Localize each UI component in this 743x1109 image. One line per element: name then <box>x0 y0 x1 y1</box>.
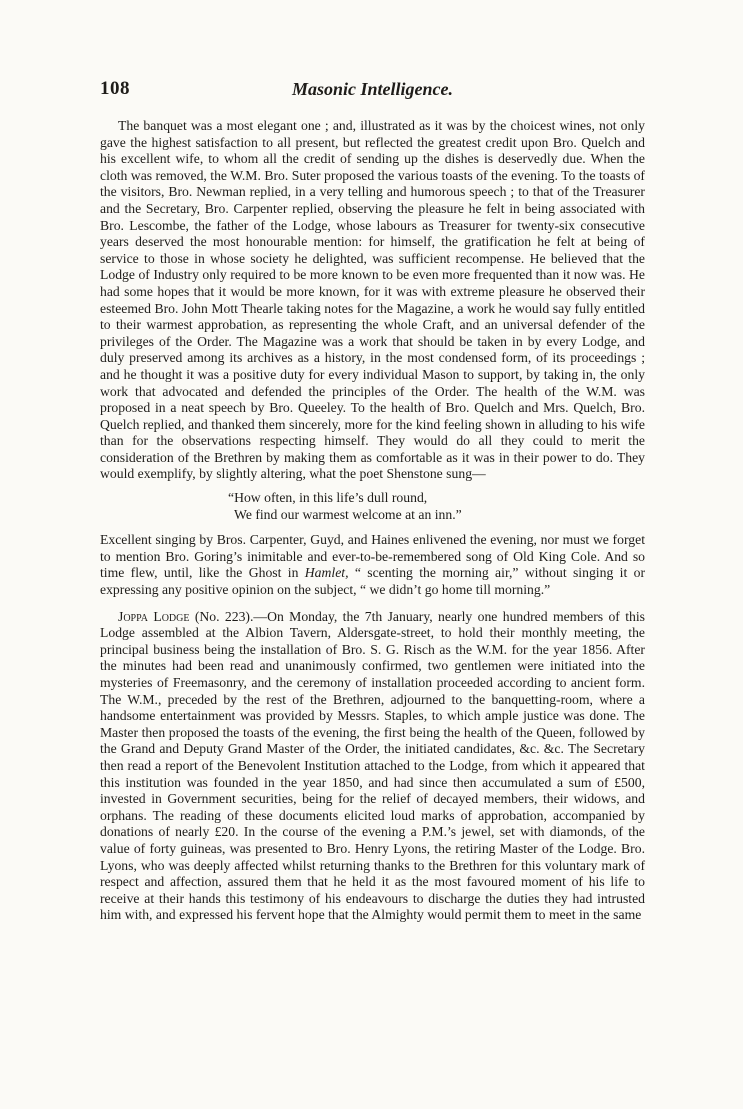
singing-text-end: “ scenting the morning air,” without singing it or expressing any positive opinion on the subject, “ we didn’t go home till morning.” <box>100 565 645 598</box>
verse-quotation <box>228 490 645 523</box>
verse-line-1: “How often, in this life’s dull round, <box>228 490 428 506</box>
paragraph-gap <box>100 599 645 609</box>
paragraph-singing <box>100 532 645 598</box>
joppa-lodge-text: (No. 223).—On Monday, the 7th January, nearly one hundred members of this Lodge assembled at the Albion Tavern, Aldersgate-street, to hold their monthly meeting, the principal business being the installation of Bro. S. G. Risch as the W.M. for the year 1856. After the minutes had been read and unanimously confirmed, two gentlemen were initiated into the mysteries of Freemasonry, and the ceremony of installation proceeded according to ancient form. The W.M., preceded by the rest of the Brethren, adjourned to the banquetting-room, where a handsome entertainment was provided by Messrs. Staples, to which ample justice was done. The Master then proposed the toasts of the evening, the first being the health of the Queen, followed by the Grand and Deputy Grand Master of the Order, the initiated candidates, &c. &c. The Secretary then read a report of the Benevolent Institution attached to the Lodge, from which it appeared that this institution was founded in the year 1850, and had since then accumulated a sum of £500, invested in Government securities, being for the relief of decayed members, their widows, and orphans. The reading of these documents elicited loud marks of approbation, accompanied by donations of nearly £20. In the course of the evening a P.M.’s jewel, set with diamonds, of the value of forty guineas, was presented to Bro. Henry Lyons, the retiring Master of the Lodge. Bro. Lyons, who was deeply affected whilst returning thanks to the Brethren for this voluntary mark of respect and affection, assured them that he held it as the most favoured moment of his life to receive at their hands this testimony of his endeavours to discharge the duties they had intrusted him with, and expressed his fervent hope that the Almighty would permit them to meet in the same <box>100 608 645 923</box>
article-body <box>100 118 645 924</box>
running-title: Masonic Intelligence. <box>292 79 453 99</box>
verse-line-2: We find our warmest welcome at an inn.” <box>234 506 462 522</box>
hamlet-title: Hamlet, <box>304 565 349 581</box>
singing-text-start: Excellent singing by Bros. Carpenter, Guyd, and Haines enlivened the evening, nor must we forget to mention Bro. Goring’s inimitable and ever-to-be-remembered song of Old King Cole. And so time flew, until, like the Ghost in <box>100 532 645 581</box>
paragraph-joppa-lodge <box>100 609 645 924</box>
page-number: 108 <box>100 78 130 99</box>
paragraph-banquet: The banquet was a most elegant one ; and, illustrated as it was by the choicest wines, not only gave the highest satisfaction to all present, but reflected the greatest credit upon Bro. Quelch and his excellent wife, to whom all the credit of sending up the dishes is deservedly due. When the cloth was removed, the W.M. Bro. Suter proposed the various toasts of the evening. To the toasts of the visitors, Bro. Newman replied, in a very telling and humorous speech ; to that of the Treasurer and the Secretary, Bro. Carpenter replied, observing the pleasure he felt in being associated with Bro. Lescombe, the father of the Lodge, whose labours as Treasurer for twenty-six consecutive years deserved the most honourable mention: for himself, the gratification he felt at being of service to those in whose society he delighted, was sufficient recompense. He believed that the Lodge of Industry only required to be more known to be even more frequented than it now was. He had some hopes that it would be more known, for it was with extreme pleasure he observed their esteemed Bro. John Mott Thearle taking notes for the Magazine, a work he would say fully entitled to their warmest approbation, as representing the whole Craft, and an universal defender of the privileges of the Order. The Magazine was a work that should be taken in by every Lodge, and duly preserved among its archives as a history, in the most condensed form, of its proceedings ; and he thought it was a positive duty for every individual Mason to support, by taking in, the only work that advocated and defended the principles of the Order. The health of the W.M. was proposed in a neat speech by Bro. Queeley. To the health of Bro. Quelch and Mrs. Quelch, Bro. Quelch replied, and thanked them sincerely, more for the kind feeling shown in alluding to his wife than for the observations respecting himself. They would do all they could to merit the consideration of the Brethren by making them as comfortable as it was in their power to do. They would exemplify, by slightly altering, what the poet Shenstone sung— <box>100 118 645 482</box>
joppa-lodge-heading: Joppa Lodge <box>118 608 190 624</box>
page-header <box>100 78 645 104</box>
